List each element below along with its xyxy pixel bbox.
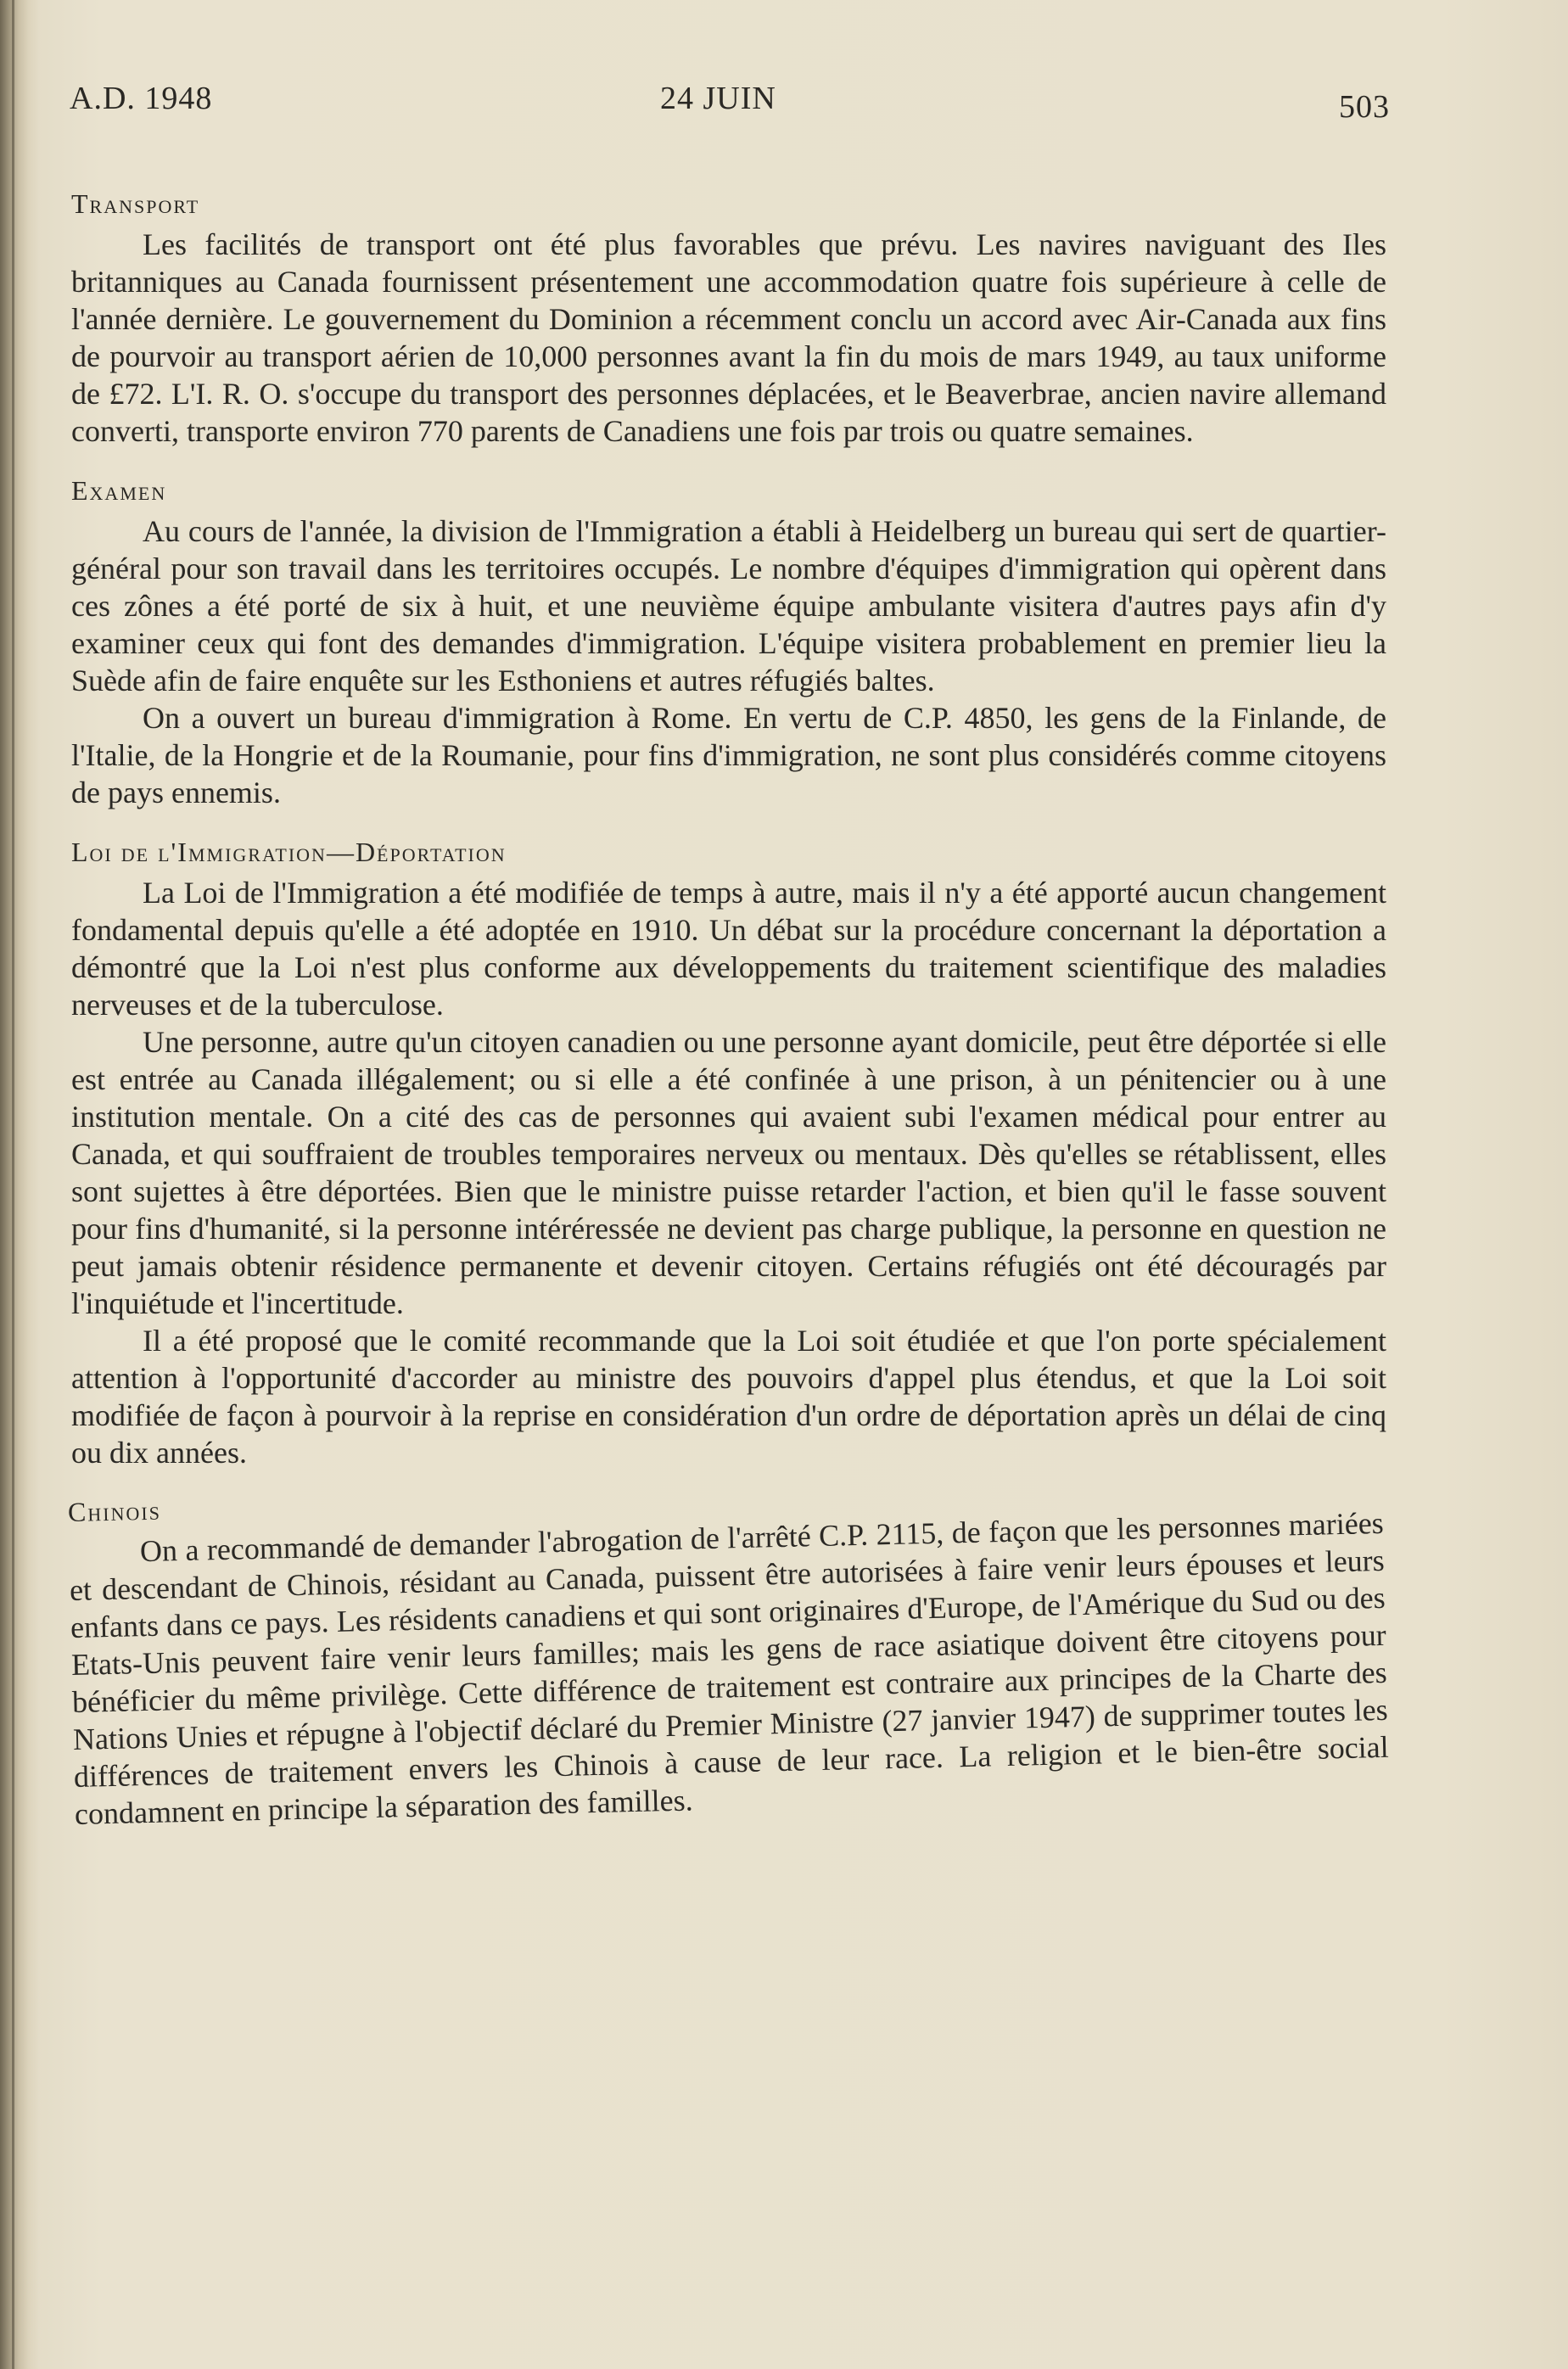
paragraph: La Loi de l'Immigration a été modifiée de temps à autre, mais il n'y a été apporté aucun changement fondamental depuis qu'elle a été adoptée en 1910. Un débat sur la procédure concernant la déportation a démontré que la Loi n'est plus conforme aux développements du traitement scientifique des maladies nerveuses et de la tuberculose. bbox=[71, 876, 1386, 1022]
paragraph: On a ouvert un bureau d'immigration à Rome. En vertu de C.P. 4850, les gens de la Finlande, de l'Italie, de la Hongrie et de la Roumanie, pour fins d'immigration, ne sont plus considérés comme citoyens de pays ennemis. bbox=[71, 701, 1386, 809]
section-heading: Chinois bbox=[67, 1494, 162, 1528]
paragraph: On a recommandé de demander l'abrogation de l'arrêté C.P. 2115, de façon que les personnes mariées et descendant de Chinois, résidant au Canada, puissent être autorisées à faire venir leurs épouses et leurs enfants dans ce pays. Les résidents canadiens et qui sont originaires d'Europe, de l'Amérique du Sud ou des Etats-Unis peuvent faire venir leurs familles; mais les gens de race asiatique doivent être citoyens pour bénéficier du même privilège. Cette différence de traitement est contraire aux principes de la Charte des Nations Unies et répugne à l'objectif déclaré du Premier Ministre (27 janvier 1947) de supprimer toutes les différences de traitement envers les Chinois à cause de leur race. La religion et le bien-être social condamnent en principe la séparation des familles. bbox=[69, 1505, 1390, 1831]
header-year: A.D. 1948 bbox=[70, 81, 213, 116]
paragraph: Il a été proposé que le comité recommande que la Loi soit étudiée et que l'on porte spécialement attention à l'opportunité d'accorder au ministre des pouvoirs d'appel plus étendus, et que la Loi soit modifiée de façon à pourvoir à la reprise en considération d'un ordre de déportation après un délai de cinq ou dix années. bbox=[71, 1324, 1386, 1470]
header-date: 24 JUIN bbox=[660, 81, 776, 116]
section-heading: Loi de l'Immigration—Déportation bbox=[71, 837, 507, 867]
section-examen bbox=[71, 472, 1386, 811]
binding-edge bbox=[12, 0, 14, 2369]
book-binding-shadow bbox=[0, 0, 39, 2369]
paragraph: Une personne, autre qu'un citoyen canadien ou une personne ayant domicile, peut être déportée si elle est entrée au Canada illégalement; ou si elle a été confinée à une prison, à un pénitencier ou à une institution mentale. On a cité des cas de personnes qui avaient subi l'examen médical pour entrer au Canada, et qui souffraient de troubles temporaires nerveux ou mentaux. Dès qu'elles se rétablissent, elles sont sujettes à être déportées. Bien que le ministre puisse retarder l'action, et bien qu'il le fasse souvent pour fins d'humanité, si la personne intéréressée ne devient pas charge publique, la personne en question ne peut jamais obtenir résidence permanente et devenir citoyen. Certains réfugiés ont été découragés par l'inquiétude et l'incertitude. bbox=[71, 1025, 1386, 1320]
document-body bbox=[67, 185, 1390, 1855]
section-heading: Examen bbox=[71, 475, 167, 506]
section-chinois bbox=[67, 1464, 1390, 1833]
paragraph: Les facilités de transport ont été plus favorables que prévu. Les navires naviguant des Iles britanniques au Canada fournissent présentement une accommodation quatre fois supérieure à celle de l'année dernière. Le gouvernement du Dominion a récemment conclu un accord avec Air-Canada aux fins de pourvoir au transport aérien de 10,000 personnes avant la fin du mois de mars 1949, au taux uniforme de £72. L'I. R. O. s'occupe du transport des personnes déplacées, et le Beaverbrae, ancien navire allemand converti, transporte environ 770 parents de Canadiens une fois par trois ou quatre semaines. bbox=[71, 227, 1386, 448]
section-heading: Transport bbox=[71, 188, 200, 219]
running-header bbox=[70, 80, 1390, 131]
section-deportation bbox=[71, 833, 1386, 1471]
paragraph: Au cours de l'année, la division de l'Immigration a établi à Heidelberg un bureau qui sert de quartier-général pour son travail dans les territoires occupés. Le nombre d'équipes d'immigration qui opèrent dans ces zônes a été porté de six à huit, et une neuvième équipe ambulante visitera d'autres pays afin d'y examiner ceux qui font des demandes d'immigration. L'équipe visitera probablement en premier lieu la Suède afin de faire enquête sur les Esthoniens et autres réfugiés baltes. bbox=[71, 514, 1386, 697]
page-number: 503 bbox=[1339, 89, 1390, 125]
section-transport bbox=[71, 185, 1386, 450]
